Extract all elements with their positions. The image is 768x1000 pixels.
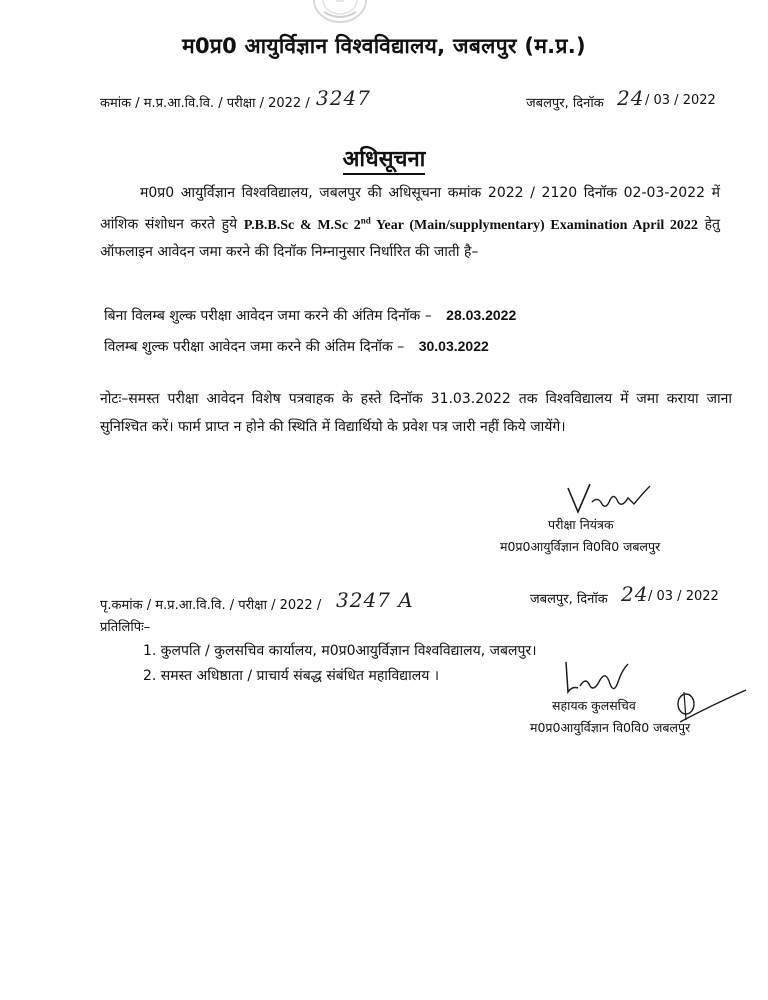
body-part1: म0प्र0 आयुर्विज्ञान विश्वविद्यालय, जबलपुर की अधिसूचना कमांक 2022 / 2120 दिनॉक 02-03-2022 में आंशिक संशोधन करते हुये [100, 185, 720, 233]
copy-to-label: प्रतिलिपिः– [100, 620, 151, 635]
university-seal-logo [310, 0, 370, 24]
notification-heading: अधिसूचना [0, 143, 768, 173]
body-part2: हेतु ऑफलाइन आवेदन जमा करने की दिनॉक निम्नानुसार निर्धारित की जाती है– [100, 216, 721, 260]
copy-date-label: जबलपुर, दिनॉक [530, 592, 608, 607]
deadline-date: 28.03.2022 [446, 307, 517, 323]
copy-number-label: पृ.कमांक / म.प्र.आ.वि.वि. / परीक्षा / 2022 / [100, 598, 322, 613]
exam-name: P.B.B.Sc & M.Sc 2nd Year (Main/supplymentary) Examination April 2022 [243, 215, 698, 233]
copy-number-handwritten: 3247 A [336, 588, 414, 612]
signatory1-title: परीक्षा नियंत्रक [548, 517, 614, 532]
reference-number-handwritten: 3247 [316, 86, 371, 110]
deadline-row: बिना विलम्ब शुल्क परीक्षा आवेदन जमा करने की अंतिम दिनॉक – 28.03.2022 [104, 307, 517, 324]
copy-date-handwritten: 24 [621, 582, 649, 606]
signatory1-org: म0प्र0आयुर्विज्ञान वि0वि0 जबलपुर [500, 539, 661, 554]
reference-date-label: जबलपुर, दिनॉक [526, 96, 604, 111]
note-text: नोटः–समस्त परीक्षा आवेदन विशेष पत्रवाहक के हस्ते दिनॉक 31.03.2022 तक विश्वविद्यालय में जमा कराया जाना सुनिश्चित करें। फार्म प्राप्त न होने की स्थिति में विद्यार्थियो के प्रवेश पत्र जारी नहीं किये जायेंगे। [100, 391, 732, 435]
signatory2-title: सहायक कुलसचिव [552, 698, 636, 713]
reference-date-suffix: / 03 / 2022 [645, 93, 716, 108]
signature-exam-controller [562, 478, 654, 518]
signatory2-org: म0प्र0आयुर्विज्ञान वि0वि0 जबलपुर [530, 720, 691, 735]
reference-date-handwritten: 24 [617, 86, 645, 110]
signature-assistant-registrar [558, 656, 638, 700]
notification-body [100, 180, 720, 266]
deadline-date: 30.03.2022 [418, 338, 489, 354]
copy-date-suffix: / 03 / 2022 [648, 589, 719, 604]
reference-number-label: कमांक / म.प्र.आ.वि.वि. / परीक्षा / 2022 / [100, 96, 310, 111]
university-title: म0प्र0 आयुर्विज्ञान विश्वविद्यालय, जबलपुर (म.प्र.) [182, 34, 586, 58]
recipient-item: 2. समस्त अधिष्ठाता / प्राचार्य संबद्ध संबंधित महाविद्यालय । [143, 668, 440, 684]
recipient-item: 1. कुलपति / कुलसचिव कार्यालय, म0प्र0आयुर्विज्ञान विश्वविद्यालय, जबलपुर। [143, 643, 537, 659]
deadline-row: विलम्ब शुल्क परीक्षा आवेदन जमा करने की अंतिम दिनॉक – 30.03.2022 [104, 338, 489, 355]
